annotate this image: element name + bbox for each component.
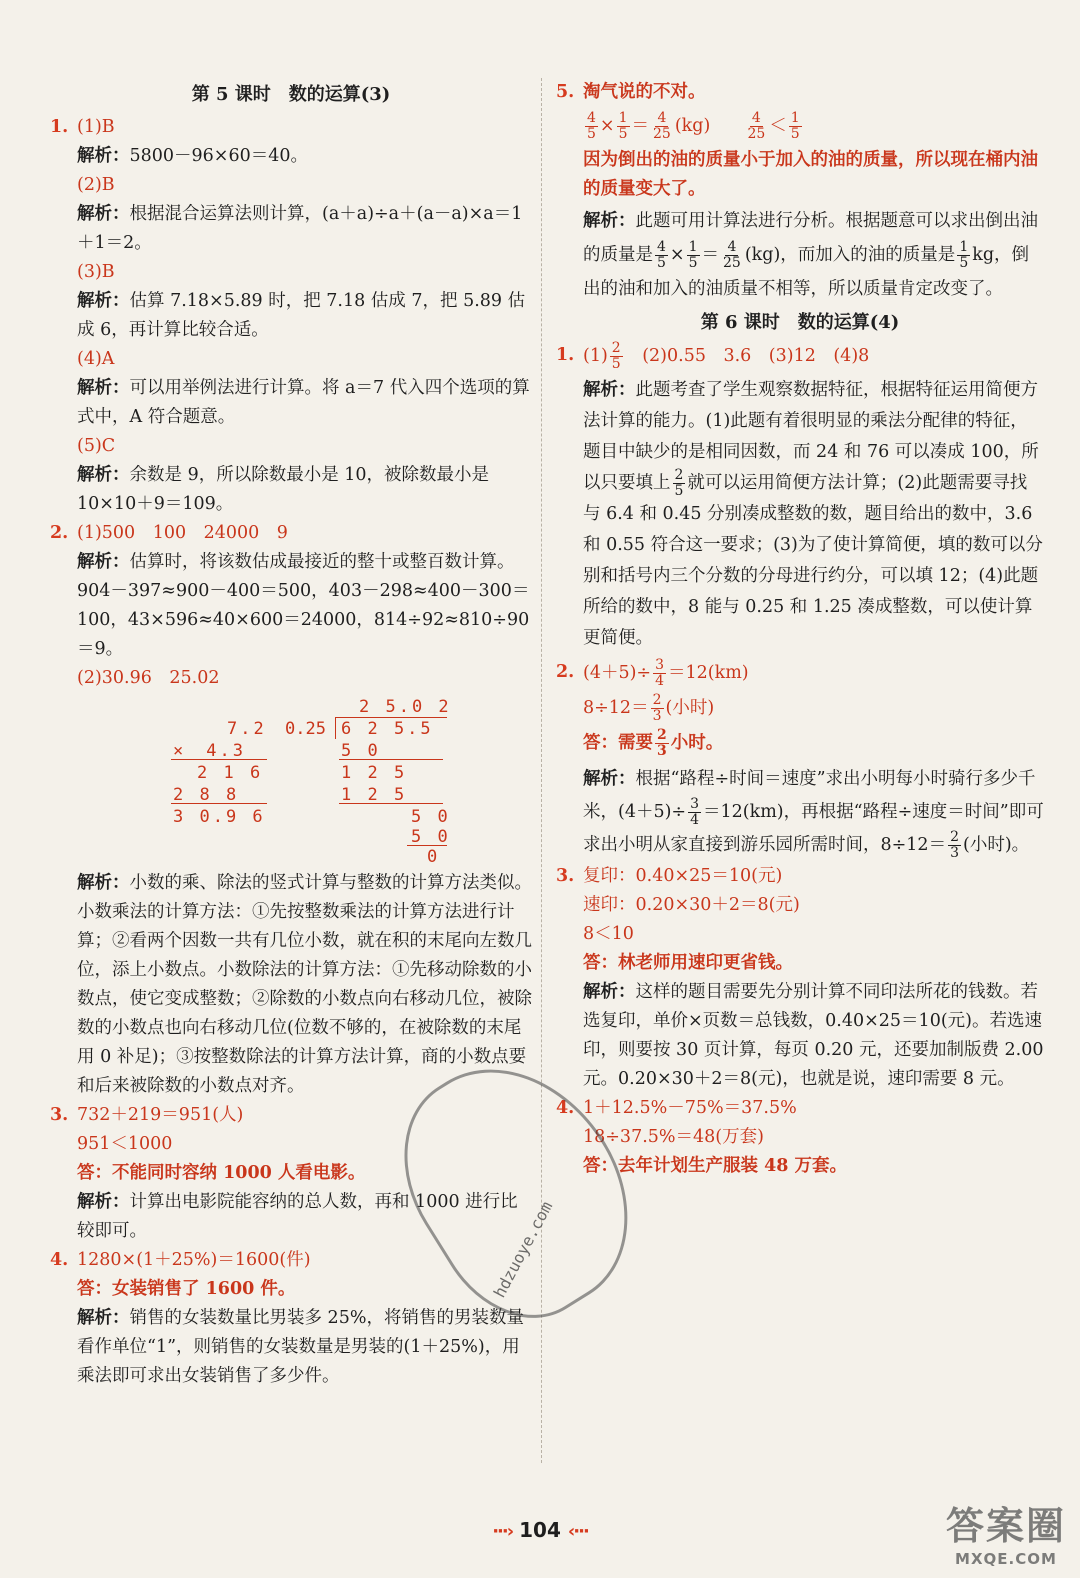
mult-line: 7.2 [227, 719, 267, 739]
vertical-calculations [77, 695, 532, 867]
lesson-6-title: 第 6 课时 数的运算(4) [700, 312, 900, 333]
analysis: 解析：余数是 9，所以除数最小是 10，被除数最小是 10×10＋9＝109。 [77, 465, 490, 514]
answer-1-2: (2)B [77, 175, 115, 195]
div-step: 5 0 [341, 741, 381, 761]
equation: 732＋219＝951(人) [77, 1105, 244, 1125]
question-1 [50, 113, 532, 519]
answer-2-1: (1)500 100 24000 9 [77, 523, 288, 543]
div-step: 5 0 [411, 807, 451, 827]
answer: (1) $\frac{2}{5}$ (2)0.55 3.6 (3)12 (4)8 [583, 340, 870, 372]
equation: (4＋5)÷ $\frac{3}{4}$ ＝12(km) [583, 657, 749, 689]
div-dividend: 6 2 5.5 [341, 719, 434, 739]
analysis: 解析：销售的女装数量比男装多 25%，将销售的男装数量看作单位“1”，则销售的女装数量是男装的(1＋25%)，用乘法即可求出女装销售了多少件。 [77, 1308, 524, 1386]
analysis: 解析：估算 7.18×5.89 时，把 7.18 估成 7，把 5.89 估成 6，再计算比较合适。 [77, 291, 526, 340]
answer-1-5: (5)C [77, 436, 116, 456]
answer-head: 淘气说的不对。 [583, 82, 706, 102]
lesson-5-title: 第 5 课时 数的运算(3) [191, 84, 391, 105]
equation: 1＋12.5%－75%＝37.5% [583, 1098, 797, 1118]
answer-1-1: (1)B [77, 117, 115, 137]
mult-line: 2 1 6 [197, 763, 264, 783]
question-number: 1. [50, 117, 69, 137]
answer-1-4: (4)A [77, 349, 115, 369]
mult-line: 3 0.9 6 [173, 807, 266, 827]
analysis: 解析：小数的乘、除法的竖式计算与整数的计算方法类似。小数乘法的计算方法：①先按整数乘法的计算方法进行计算；②看两个因数一共有几位小数，就在积的末尾向左数几位，添上小数点。小数除法的计算方法：①先移动除数的小数点，使它变成整数；②除数的小数点向右移动几位，被除数的小数点也向右移动几位(位数不够的，在被除数的末尾用 0 补足)；③按整数除法的计算方法计算，商的小数点要和后来被除数的小数点对齐。 [77, 873, 532, 1096]
question-2 [50, 519, 532, 1101]
question-number: 1. [556, 345, 575, 365]
question-1-lesson6 [556, 341, 1044, 654]
question-number: 2. [50, 523, 69, 543]
mult-line: 2 8 8 [173, 785, 240, 805]
stamp-text: hdzuoye.com [489, 1198, 557, 1301]
answer: 答：不能同时容纳 1000 人看电影。 [77, 1163, 366, 1183]
question-number: 2. [556, 662, 575, 682]
question-5 [556, 78, 1044, 306]
question-number: 4. [556, 1098, 575, 1118]
analysis: 解析：这样的题目需要先分别计算不同印法所花的钱数。若选复印，单价×页数＝总钱数，0.40×25＝10(元)。若选速印，则要按 30 页计算，每页 0.20 元，还要加制版费 2.00 元。0.20×30＋2＝8(元)，也就是说，速印需要 8 元。 [583, 982, 1044, 1089]
watermark-logo: 答案圈 [945, 1504, 1066, 1548]
watermark-url: MXQE.COM [955, 1550, 1057, 1568]
right-column [556, 78, 1044, 1181]
equation: 8÷12＝ $\frac{2}{3}$ (小时) [583, 692, 715, 724]
div-step: 1 2 5 [341, 785, 408, 805]
question-3-lesson6 [556, 862, 1044, 1094]
analysis: 解析：计算出电影院能容纳的总人数，再和 1000 进行比较即可。 [77, 1192, 518, 1241]
question-number: 4. [50, 1250, 69, 1270]
watermark [946, 1495, 1066, 1568]
equation: 8＜10 [583, 924, 634, 944]
analysis: 解析：此题可用计算法进行分析。根据题意可以求出倒出油的质量是 $\frac{4}{5}$ × $\frac{1}{5}$ ＝ $\frac{4}{25}$ (kg)，而加入的油的质量是 $\frac{1}{5}$ kg，倒出的油和加入的油质量不相等，所以质量肯定改变了。 [583, 211, 1038, 299]
page-number: 104 [519, 1518, 561, 1542]
div-step: 5 0 [411, 827, 451, 847]
div-step: 0 [427, 847, 441, 867]
div-step: 1 2 5 [341, 763, 408, 783]
equation: 复印：0.40×25＝10(元) [583, 866, 783, 886]
div-divisor: 0.25 [285, 719, 326, 739]
answer: 答：去年计划生产服装 48 万套。 [583, 1156, 848, 1176]
answer: 答：需要 $\frac{2}{3}$ 小时。 [583, 727, 724, 759]
arrow-right-icon: ···› [492, 1521, 513, 1542]
analysis: 解析：5800－96×60＝40。 [77, 146, 309, 166]
equation: 18÷37.5%＝48(万套) [583, 1127, 764, 1147]
question-number: 3. [50, 1105, 69, 1125]
answer-1-3: (3)B [77, 262, 115, 282]
analysis: 解析：估算时，将该数估成最接近的整十或整百数计算。904－397≈900－400＝500，403－298≈400－300＝100，43×596≈40×600＝24000，814÷92≈810÷90＝9。 [77, 552, 530, 659]
answer-2-2: (2)30.96 25.02 [77, 668, 220, 688]
fraction-equation: $\frac{4}{5}$ × $\frac{1}{5}$ ＝ $\frac{4}{25}$ (kg) $\frac{4}{25}$ ＜ $\frac{1}{5}$ [587, 110, 800, 142]
answer: 答：女装销售了 1600 件。 [77, 1279, 296, 1299]
equation: 951＜1000 [77, 1134, 173, 1154]
div-quotient: 2 5.0 2 [359, 697, 452, 717]
equation: 速印：0.20×30＋2＝8(元) [583, 895, 800, 915]
reason: 因为倒出的油的质量小于加入的油的质量，所以现在桶内油的质量变大了。 [583, 150, 1038, 199]
question-2-lesson6 [556, 658, 1044, 862]
question-number: 3. [556, 866, 575, 886]
question-number: 5. [556, 82, 575, 102]
answer: 答：林老师用速印更省钱。 [583, 953, 793, 973]
question-4-lesson6 [556, 1094, 1044, 1181]
equation: 1280×(1＋25%)＝1600(件) [77, 1250, 311, 1270]
analysis: 解析：根据“路程÷时间＝速度”求出小明每小时骑行多少千米，(4＋5)÷ $\frac{3}{4}$ ＝12(km)，再根据“路程÷速度＝时间”即可求出小明从家直接到游乐园所需时间，8÷12＝ $\frac{2}{3}$ (小时)。 [583, 769, 1044, 861]
page-footer [0, 1518, 1080, 1542]
mult-line: × 4.3 [173, 741, 246, 761]
analysis: 解析：此题考查了学生观察数据特征，根据特征运用简便方法计算的能力。(1)此题有着很明显的乘法分配律的特征，题目中缺少的是相同因数，而 24 和 76 可以凑成 100，所以只要填上 $\frac{2}{5}$ 就可以运用简便方法计算；(2)此题需要寻找与 6.4 和 0.45 分别凑成整数的数，题目给出的数中，3.6 和 0.55 符合这一要求；(3)为了使计算简便，填的数可以分别和括号内三个分数的分母进行约分，可以填 12；(4)此题所给的数中，8 能与 0.25 和 1.25 凑成整数，可以使计算更简便。 [583, 380, 1043, 648]
analysis: 解析：可以用举例法进行计算。将 a＝7 代入四个选项的算式中，A 符合题意。 [77, 378, 530, 427]
arrow-left-icon: ‹··· [567, 1521, 588, 1542]
analysis: 解析：根据混合运算法则计算，(a＋a)÷a＋(a－a)×a＝1＋1＝2。 [77, 204, 523, 253]
